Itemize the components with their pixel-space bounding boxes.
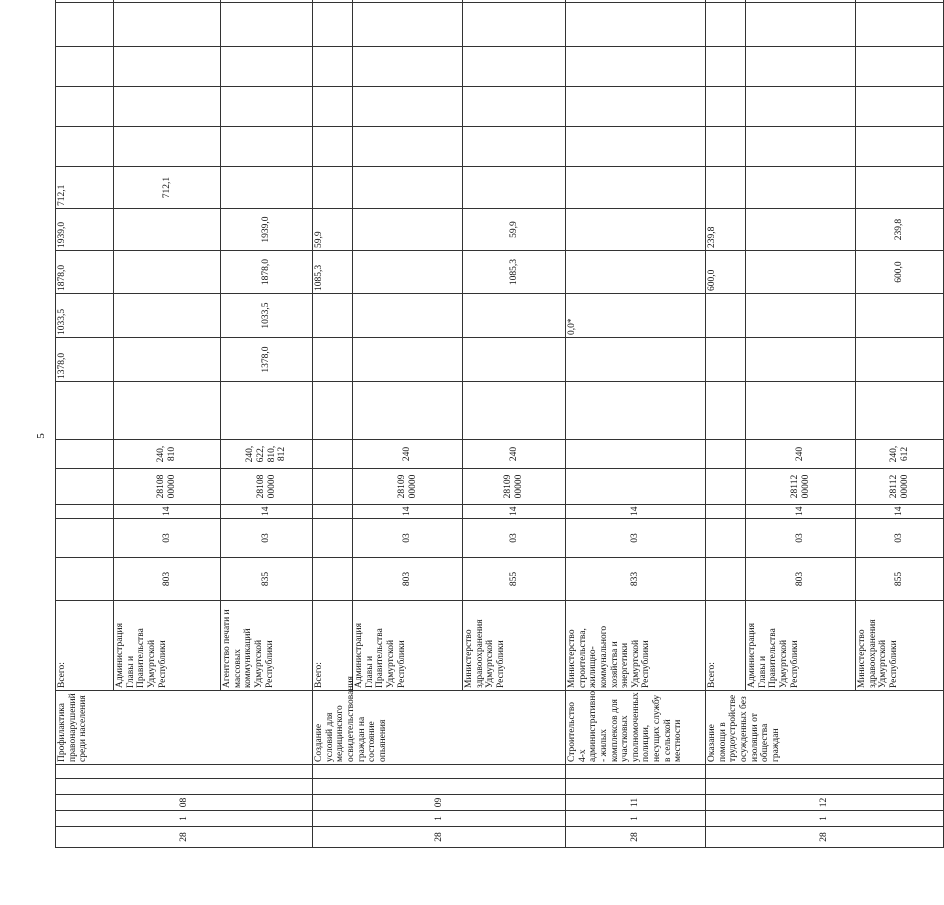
table-row (313, 0, 353, 848)
value-empty (221, 382, 313, 440)
code-gp: 28 (313, 827, 566, 848)
pr-code: 14 (463, 505, 566, 519)
gr-code: 803 (746, 558, 856, 601)
code-pp: 1 (313, 811, 566, 827)
value-1 (114, 338, 221, 382)
program-name: Оказание помощи в трудоустройстве осужденных без изоляции от общества граждан (706, 691, 944, 765)
value-empty (746, 127, 856, 167)
value-empty (746, 47, 856, 87)
table-row (566, 0, 706, 848)
value-1 (566, 338, 706, 382)
code-gp: 28 (706, 827, 944, 848)
rz-code: 03 (114, 519, 221, 558)
csr-code: 28112 00000 (856, 469, 944, 505)
vr-code: 240 (746, 440, 856, 469)
code-m (313, 779, 566, 795)
rz-code (313, 519, 353, 558)
pr-code (706, 505, 746, 519)
table-row (706, 0, 746, 848)
page-number: 5 (34, 433, 47, 439)
vr-code: 240 (353, 440, 463, 469)
value-empty (313, 127, 353, 167)
pr-code: 14 (114, 505, 221, 519)
pr-code: 14 (353, 505, 463, 519)
value-5 (221, 167, 313, 209)
value-empty (856, 87, 944, 127)
value-empty (114, 87, 221, 127)
value-1 (706, 338, 746, 382)
executor-name: Всего: (56, 601, 114, 691)
value-empty (221, 47, 313, 87)
csr-code: 28109 00000 (353, 469, 463, 505)
value-5: 712,1 (114, 167, 221, 209)
value-empty (313, 382, 353, 440)
value-4: 59,9 (463, 209, 566, 251)
value-1: 1378,0 (221, 338, 313, 382)
value-3 (114, 251, 221, 294)
value-1 (746, 338, 856, 382)
value-empty (706, 382, 746, 440)
value-empty (706, 0, 746, 3)
value-empty (706, 127, 746, 167)
value-empty (56, 87, 114, 127)
executor-name: Администрация Главы и Правительства Удмуртской Республики (353, 601, 463, 691)
rz-code (706, 519, 746, 558)
value-empty (313, 3, 353, 47)
value-empty (463, 382, 566, 440)
value-3: 600,0 (856, 251, 944, 294)
value-empty (463, 127, 566, 167)
pr-code (56, 505, 114, 519)
program-name: Создание условий для медицинского освидетельствования граждан на состояние опьянения (313, 691, 566, 765)
value-4 (566, 209, 706, 251)
value-4 (114, 209, 221, 251)
pr-code: 14 (746, 505, 856, 519)
value-empty (566, 0, 706, 3)
executor-name: Агентство печати и массовых коммуникаций Удмуртской Республики (221, 601, 313, 691)
vr-code (56, 440, 114, 469)
value-empty (353, 0, 463, 3)
rz-code: 03 (353, 519, 463, 558)
value-empty (221, 0, 313, 3)
gr-code (313, 558, 353, 601)
gr-code (56, 558, 114, 601)
value-5 (746, 167, 856, 209)
value-empty (114, 382, 221, 440)
gr-code: 835 (221, 558, 313, 601)
value-empty (56, 127, 114, 167)
table-row (56, 0, 114, 848)
value-empty (221, 87, 313, 127)
gr-code: 803 (353, 558, 463, 601)
gr-code: 833 (566, 558, 706, 601)
value-3 (566, 251, 706, 294)
value-2 (353, 294, 463, 338)
value-empty (856, 3, 944, 47)
vr-code: 240, 612 (856, 440, 944, 469)
rz-code: 03 (221, 519, 313, 558)
value-4: 1939,0 (221, 209, 313, 251)
code-pp: 1 (706, 811, 944, 827)
code-om: 11 (566, 795, 706, 811)
value-4: 1939,0 (56, 209, 114, 251)
code-m (56, 779, 313, 795)
value-2 (114, 294, 221, 338)
value-3 (353, 251, 463, 294)
value-4: 239,8 (706, 209, 746, 251)
blank-col (56, 765, 313, 779)
value-4 (353, 209, 463, 251)
value-empty (566, 47, 706, 87)
value-empty (746, 3, 856, 47)
value-empty (706, 3, 746, 47)
executor-name: Администрация Главы и Правительства Удмуртской Республики (114, 601, 221, 691)
csr-code (313, 469, 353, 505)
gr-code: 855 (463, 558, 566, 601)
value-empty (746, 0, 856, 3)
value-empty (313, 47, 353, 87)
value-5 (856, 167, 944, 209)
value-2 (746, 294, 856, 338)
value-empty (706, 87, 746, 127)
value-1 (856, 338, 944, 382)
value-empty (566, 382, 706, 440)
value-1 (313, 338, 353, 382)
value-empty (856, 382, 944, 440)
value-2 (856, 294, 944, 338)
code-m (566, 779, 706, 795)
csr-code: 28108 00000 (114, 469, 221, 505)
value-empty (746, 382, 856, 440)
value-empty (353, 47, 463, 87)
vr-code: 240, 810 (114, 440, 221, 469)
program-name: Строительство 4-х административно - жилых комплексов для участковых уполномоченных полиции, несущих службу в сельской местности (566, 691, 706, 765)
value-2 (313, 294, 353, 338)
executor-name: Министерство строительства, жилищно-коммунального хозяйства и энергетики Удмуртской Республики (566, 601, 706, 691)
csr-code (706, 469, 746, 505)
gr-code: 855 (856, 558, 944, 601)
value-2 (463, 294, 566, 338)
value-empty (856, 127, 944, 167)
vr-code (313, 440, 353, 469)
value-empty (463, 3, 566, 47)
value-4 (746, 209, 856, 251)
code-gp: 28 (566, 827, 706, 848)
value-1: 1378,0 (56, 338, 114, 382)
value-1 (463, 338, 566, 382)
pr-code (313, 505, 353, 519)
value-empty (114, 47, 221, 87)
value-2: 1033,5 (56, 294, 114, 338)
value-5 (463, 167, 566, 209)
executor-name: Администрация Главы и Правительства Удмуртской Республики (746, 601, 856, 691)
value-1 (353, 338, 463, 382)
executor-name: Всего: (313, 601, 353, 691)
value-5 (313, 167, 353, 209)
csr-code (566, 469, 706, 505)
value-2: 0,0* (566, 294, 706, 338)
pr-code: 14 (566, 505, 706, 519)
csr-code: 28108 00000 (221, 469, 313, 505)
code-om: 09 (313, 795, 566, 811)
rz-code: 03 (566, 519, 706, 558)
code-om: 12 (706, 795, 944, 811)
value-4: 239,8 (856, 209, 944, 251)
value-empty (746, 87, 856, 127)
value-3 (746, 251, 856, 294)
value-2 (706, 294, 746, 338)
code-pp: 1 (56, 811, 313, 827)
value-empty (56, 3, 114, 47)
value-empty (463, 47, 566, 87)
value-empty (566, 3, 706, 47)
pr-code: 14 (221, 505, 313, 519)
code-m (706, 779, 944, 795)
rz-code: 03 (856, 519, 944, 558)
csr-code (56, 469, 114, 505)
value-2: 1033,5 (221, 294, 313, 338)
executor-name: Всего: (706, 601, 746, 691)
pr-code: 14 (856, 505, 944, 519)
value-empty (856, 47, 944, 87)
value-5 (706, 167, 746, 209)
value-3: 600,0 (706, 251, 746, 294)
value-empty (56, 0, 114, 3)
rz-code: 03 (463, 519, 566, 558)
value-3: 1878,0 (56, 251, 114, 294)
value-empty (114, 0, 221, 3)
value-empty (353, 127, 463, 167)
value-empty (353, 87, 463, 127)
rz-code: 03 (746, 519, 856, 558)
budget-table (55, 0, 910, 848)
gr-code: 803 (114, 558, 221, 601)
code-gp: 28 (56, 827, 313, 848)
value-empty (353, 3, 463, 47)
blank-col (706, 765, 944, 779)
value-empty (463, 0, 566, 3)
code-om: 08 (56, 795, 313, 811)
value-empty (706, 47, 746, 87)
value-3: 1878,0 (221, 251, 313, 294)
csr-code: 28112 00000 (746, 469, 856, 505)
gr-code (706, 558, 746, 601)
value-empty (566, 127, 706, 167)
executor-name: Министерство здравоохранения Удмуртской Республики (463, 601, 566, 691)
executor-name: Министерство здравоохранения Удмуртской Республики (856, 601, 944, 691)
blank-col (566, 765, 706, 779)
value-3: 1085,3 (313, 251, 353, 294)
value-empty (313, 0, 353, 3)
value-empty (313, 87, 353, 127)
blank-col (313, 765, 566, 779)
csr-code: 28109 00000 (463, 469, 566, 505)
program-name: Профилактика правонарушений среди населения (56, 691, 313, 765)
value-3: 1085,3 (463, 251, 566, 294)
value-empty (566, 87, 706, 127)
value-empty (856, 0, 944, 3)
value-empty (114, 3, 221, 47)
value-empty (56, 382, 114, 440)
value-empty (353, 382, 463, 440)
rz-code (56, 519, 114, 558)
vr-code: 240 (463, 440, 566, 469)
value-empty (221, 127, 313, 167)
value-5: 712,1 (56, 167, 114, 209)
vr-code: 240, 622, 810, 812 (221, 440, 313, 469)
value-4: 59,9 (313, 209, 353, 251)
value-5 (566, 167, 706, 209)
code-pp: 1 (566, 811, 706, 827)
value-5 (353, 167, 463, 209)
value-empty (463, 87, 566, 127)
value-empty (56, 47, 114, 87)
vr-code (706, 440, 746, 469)
vr-code (566, 440, 706, 469)
value-empty (221, 3, 313, 47)
value-empty (114, 127, 221, 167)
